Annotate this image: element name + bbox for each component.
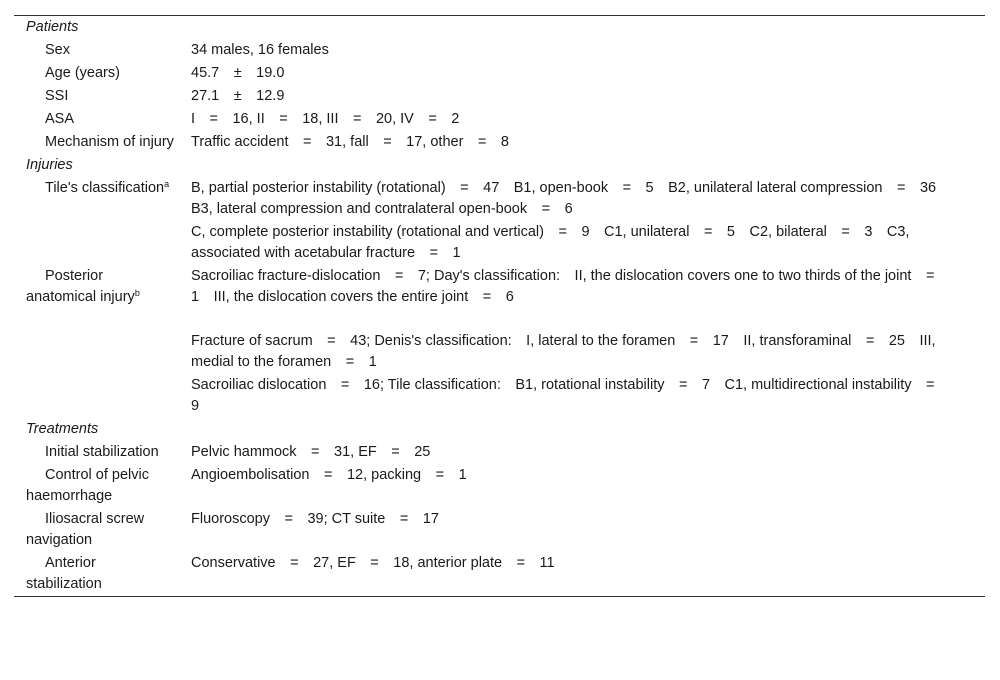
row-label-initial: Initial stabilization — [45, 444, 159, 460]
row-value-asa: I = 16, II = 18, III = 20, IV = 2 — [191, 111, 460, 127]
patient-characteristics-table — [14, 15, 985, 597]
row-mechanism — [14, 131, 985, 154]
row-label-anterior: Anterior stabilization — [26, 555, 102, 592]
section-header-treatments: Treatments — [26, 421, 99, 437]
data-table — [14, 16, 985, 596]
row-value-mechanism: Traffic accident = 31, fall = 17, other = 8 — [191, 134, 509, 150]
row-label-ssi: SSI — [45, 88, 69, 104]
row-value-anterior: Conservative = 27, EF = 18, anterior plate = 11 — [191, 555, 555, 571]
row-sex — [14, 39, 985, 62]
row-value-posterior-2: Fracture of sacrum = 43; Denis's classification: I, lateral to the foramen = 17 II, transforaminal = 25 III, medial to the foramen = 1 — [191, 333, 936, 370]
row-age — [14, 62, 985, 85]
row-value-posterior-3: Sacroiliac dislocation = 16; Tile classification: B1, rotational instability = 7 C1, multidirectional instability = 9 — [191, 377, 949, 414]
row-label-asa: ASA — [45, 111, 75, 127]
row-value-posterior-1: Sacroiliac fracture-dislocation = 7; Day's classification: II, the dislocation covers one to two thirds of the joint = 1 III, the dislocation covers the entire joint = 6 — [191, 268, 949, 305]
row-tile — [14, 177, 985, 265]
row-haemorrhage — [14, 464, 985, 508]
section-header-injuries: Injuries — [26, 157, 73, 173]
row-value-haemorrhage: Angioembolisation = 12, packing = 1 — [191, 467, 467, 483]
section-header-patients: Patients — [26, 19, 79, 35]
section-injuries — [14, 154, 985, 177]
row-label-age: Age (years) — [45, 65, 120, 81]
row-label-tile: Tile's classification — [45, 180, 165, 196]
row-posterior — [14, 265, 985, 418]
row-initial — [14, 441, 985, 464]
table-bottom-rule — [14, 596, 985, 597]
row-label-mechanism: Mechanism of injury — [45, 134, 174, 150]
row-label-posterior: Posterior anatomical injury — [26, 268, 135, 305]
row-value-age: 45.7 ± 19.0 — [191, 65, 285, 81]
row-label-sex: Sex — [45, 42, 70, 58]
footnote-marker-a: a — [164, 179, 170, 189]
row-asa — [14, 108, 985, 131]
row-value-tile-b: B, partial posterior instability (rotational) = 47 B1, open-book = 5 B2, unilateral lateral compression = 36 B3, lateral compression and contralateral open-book = 6 — [191, 180, 951, 217]
row-iliosacral — [14, 508, 985, 552]
footnote-marker-b: b — [134, 288, 140, 298]
section-treatments — [14, 418, 985, 441]
row-value-iliosacral: Fluoroscopy = 39; CT suite = 17 — [191, 511, 439, 527]
row-anterior — [14, 552, 985, 596]
row-value-ssi: 27.1 ± 12.9 — [191, 88, 285, 104]
row-label-iliosacral: Iliosacral screw navigation — [26, 511, 145, 548]
row-label-haemorrhage: Control of pelvic haemorrhage — [26, 467, 149, 504]
row-value-initial: Pelvic hammock = 31, EF = 25 — [191, 444, 431, 460]
row-value-sex: 34 males, 16 females — [191, 42, 329, 58]
section-patients — [14, 16, 985, 39]
row-value-tile-c: C, complete posterior instability (rotational and vertical) = 9 C1, unilateral = 5 C2, bilateral = 3 C3, associated with acetabular fracture = 1 — [191, 224, 910, 261]
row-ssi — [14, 85, 985, 108]
